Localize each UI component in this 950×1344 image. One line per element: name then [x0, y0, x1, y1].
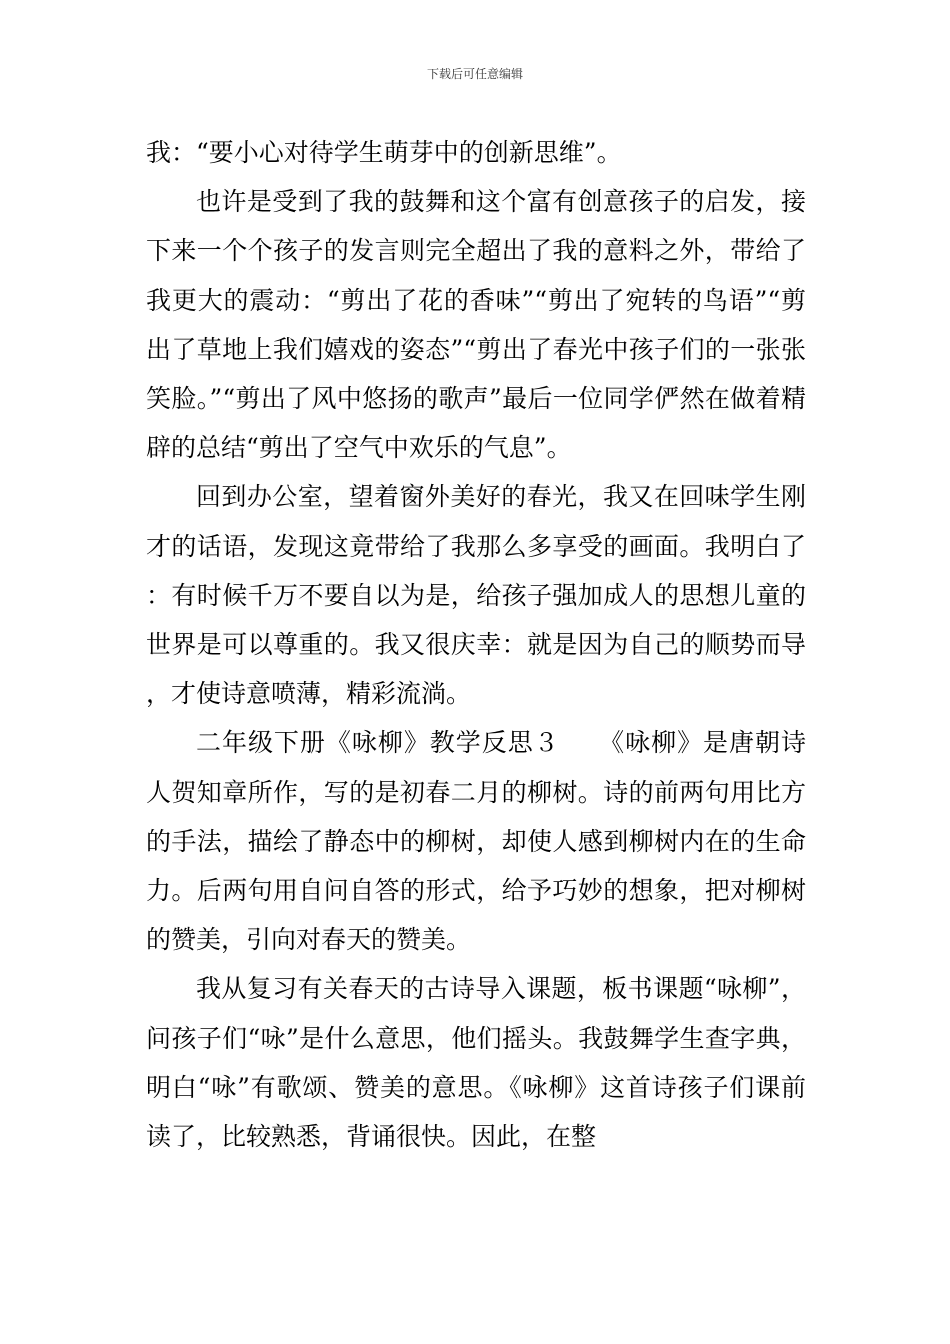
paragraph-lesson-intro: 我从复习有关春天的古诗导入课题，板书课题“咏柳”，问孩子们“咏”是什么意思，他们摇头。我鼓舞学生查字典，明白“咏”有歌颂、赞美的意思。《咏柳》这首诗孩子们课前读了，比较熟悉，背诵很快。因此，在整	[146, 974, 806, 1152]
paragraph-reflection-3-intro: 二年级下册《咏柳》教学反思３ 《咏柳》是唐朝诗人贺知章所作，写的是初春二月的柳树。诗的前两句用比方的手法，描绘了静态中的柳树，却使人感到柳树内在的生命力。后两句用自问自答的形式，给予巧妙的想象，把对柳树的赞美，引向对春天的赞美。	[146, 728, 806, 955]
paragraph-continuation: 我：“要小心对待学生萌芽中的创新思维”。	[146, 138, 622, 167]
paragraph-office-reflection: 回到办公室，望着窗外美好的春光，我又在回味学生刚才的话语，发现这竟带给了我那么多享受的画面。我明白了：有时候千万不要自以为是，给孩子强加成人的思想儿童的世界是可以尊重的。我又很庆幸：就是因为自己的顺势而导，才使诗意喷薄，精彩流淌。	[146, 482, 806, 709]
document-body	[146, 128, 806, 1161]
page-header: 下载后可任意编辑	[426, 67, 523, 81]
paragraph-student-responses: 也许是受到了我的鼓舞和这个富有创意孩子的启发，接下来一个个孩子的发言则完全超出了我的意料之外，带给了我更大的震动：“剪出了花的香味”“剪出了宛转的鸟语”“剪出了草地上我们嬉戏的姿态”“剪出了春光中孩子们的一张张笑脸。”“剪出了风中悠扬的歌声”最后一位同学俨然在做着精辟的总结“剪出了空气中欢乐的气息”。	[146, 187, 806, 463]
